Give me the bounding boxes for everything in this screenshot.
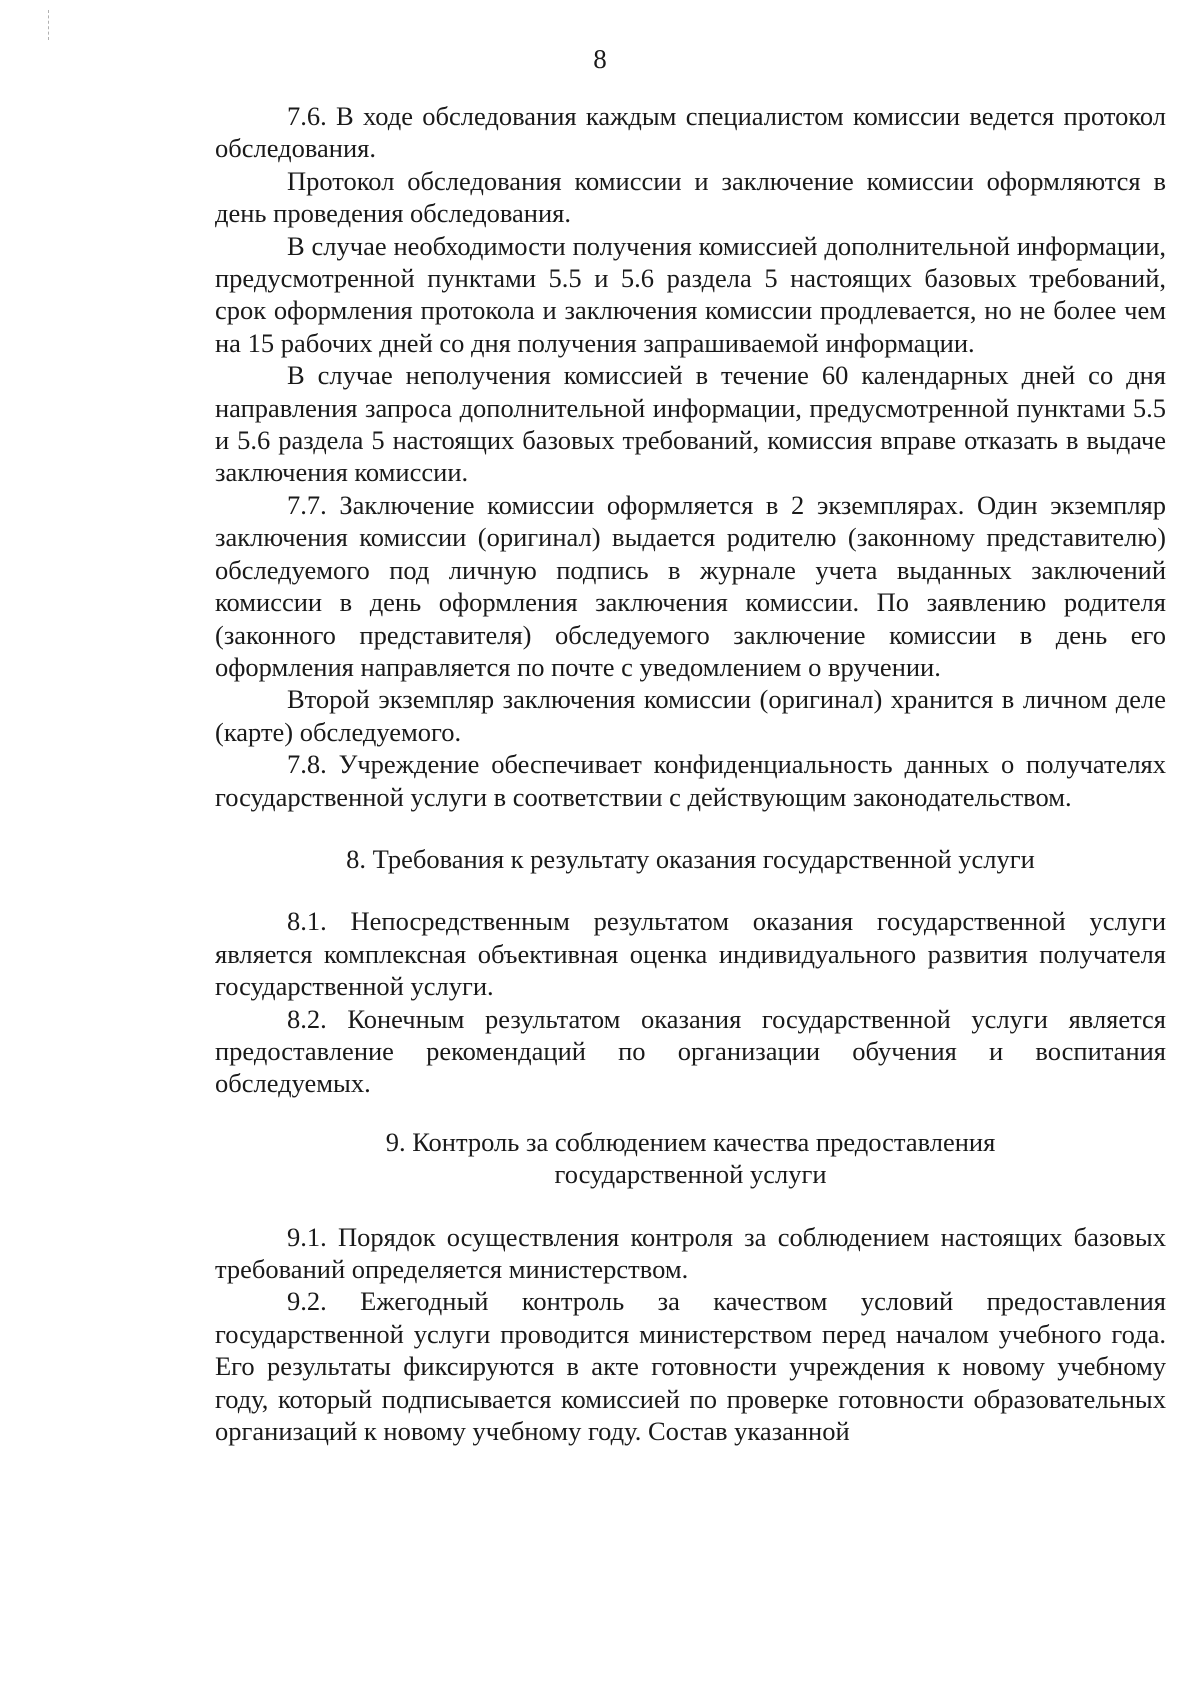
paragraph-8-1: 8.1. Непосредственным результатом оказания государственной услуги является комплексная объективная оценка индивидуального развития получателя государственной услуги. (215, 906, 1166, 1002)
paragraph-8-2: 8.2. Конечным результатом оказания государственной услуги является предоставление рекомендаций по организации обучения и воспитания обследуемых. (215, 1003, 1166, 1099)
paragraph-7-6-extension: В случае необходимости получения комиссией дополнительной информации, предусмотренной пунктами 5.5 и 5.6 раздела 5 настоящих базовых требований, срок оформления протокола и заключения комиссии продлевается, но не более чем на 15 рабочих дней со дня получения запрашиваемой информации. (215, 230, 1166, 358)
scan-margin-mark (48, 10, 50, 40)
paragraph-7-7-second-copy: Второй экземпляр заключения комиссии (оригинал) хранится в личном деле (карте) обследуемого. (215, 684, 1166, 747)
section-heading-9-line-2: государственной услуги (554, 1159, 827, 1190)
section-heading-9 (215, 1126, 1166, 1191)
page-number: 8 (593, 44, 607, 74)
paragraph-7-6: 7.6. В ходе обследования каждым специалистом комиссии ведется протокол обследования. (215, 101, 1166, 164)
paragraph-7-7: 7.7. Заключение комиссии оформляется в 2 экземплярах. Один экземпляр заключения комиссии (оригинал) выдается родителю (законному представителю) обследуемого под личную подпись в журнале учета выданных заключений комиссии в день оформления заключения комиссии. По заявлению родителя (законного представителя) обследуемого заключение комиссии в день его оформления направляется по почте с уведомлением о вручении. (215, 489, 1166, 682)
paragraph-7-6-protocol: Протокол обследования комиссии и заключение комиссии оформляются в день проведения обследования. (215, 165, 1166, 229)
document-body (215, 100, 1166, 1447)
paragraph-7-6-refusal: В случае неполучения комиссией в течение 60 календарных дней со дня направления запроса дополнительной информации, предусмотренной пунктами 5.5 и 5.6 раздела 5 настоящих базовых требований, комиссия вправе отказать в выдаче заключения комиссии. (215, 360, 1166, 488)
paragraph-9-2: 9.2. Ежегодный контроль за качеством условий предоставления государственной услуги проводится министерством перед началом учебного года. Его результаты фиксируются в акте готовности учреждения к новому учебному году, который подписывается комиссией по проверке готовности образовательных организаций к новому учебному году. Состав указанной (215, 1286, 1166, 1447)
paragraph-7-8: 7.8. Учреждение обеспечивает конфиденциальность данных о получателях государственной услуги в соответствии с действующим законодательством. (215, 749, 1166, 812)
section-heading-8: 8. Требования к результату оказания государственной услуги (346, 843, 1035, 874)
section-heading-9-line-1: 9. Контроль за соблюдением качества предоставления (385, 1126, 996, 1157)
paragraph-9-1: 9.1. Порядок осуществления контроля за соблюдением настоящих базовых требований определяется министерством. (215, 1221, 1166, 1284)
